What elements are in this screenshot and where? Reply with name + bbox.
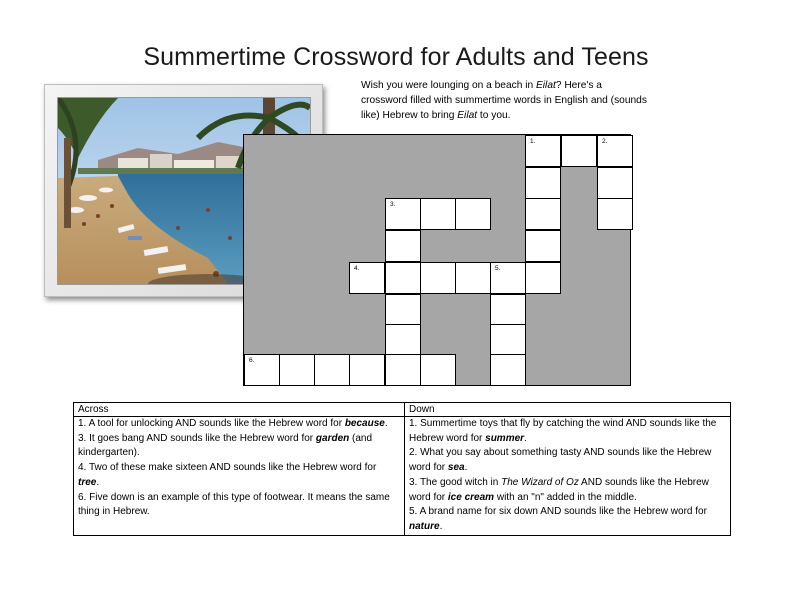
crossword-cell[interactable] (279, 354, 315, 386)
crossword-cell[interactable] (314, 354, 350, 386)
crossword-cell[interactable] (244, 354, 280, 386)
crossword-cell[interactable] (597, 198, 633, 230)
crossword-cell[interactable] (525, 198, 561, 230)
clue-number: 1. (530, 138, 536, 145)
intro-text: Wish you were lounging on a beach in Eilat? Here's a crossword filled with summertime words in English and (sounds like) Hebrew to bring Eilat to you. (361, 80, 647, 121)
crossword-cell[interactable] (385, 262, 421, 294)
clue-number: 3. (390, 201, 396, 208)
place-name: Eilat (457, 110, 478, 121)
crossword-cell[interactable] (490, 294, 526, 326)
crossword-cell[interactable] (385, 324, 421, 356)
crossword-cell[interactable] (525, 262, 561, 294)
crossword-cell[interactable] (349, 262, 385, 294)
down-clue: 3. The good witch in The Wizard of Oz AND sounds like the Hebrew word for ice cream with an "n" added in the middle. (409, 476, 709, 503)
crossword-cell[interactable] (385, 354, 421, 386)
down-clue: 5. A brand name for six down AND sounds like the Hebrew word for nature. (409, 506, 707, 532)
crossword-cell[interactable] (561, 135, 597, 167)
clue-number: 4. (354, 265, 360, 272)
crossword-cell[interactable] (385, 294, 421, 326)
crossword-cell[interactable] (385, 198, 421, 230)
crossword-cell[interactable] (385, 230, 421, 262)
crossword-grid (243, 134, 631, 386)
crossword-cell[interactable] (525, 230, 561, 262)
across-header: Across (74, 403, 405, 417)
down-header: Down (405, 403, 731, 417)
down-clue: 1. Summertime toys that fly by catching the wind AND sounds like the Hebrew word for summer. (409, 418, 717, 444)
crossword-cell[interactable] (420, 262, 456, 294)
crossword-cell[interactable] (420, 198, 456, 230)
crossword-cell[interactable] (597, 167, 633, 199)
crossword-cell[interactable] (420, 354, 456, 386)
down-clues (405, 417, 731, 536)
across-clue: 1. A tool for unlocking AND sounds like the Hebrew word for because. (78, 418, 388, 429)
crossword-cell[interactable] (455, 198, 491, 230)
crossword-cell[interactable] (455, 262, 491, 294)
across-clue: 3. It goes bang AND sounds like the Hebrew word for garden (and kindergarten). (78, 432, 373, 459)
down-clue: 2. What you say about something tasty AND sounds like the Hebrew word for sea. (409, 447, 712, 474)
crossword-cell[interactable] (525, 167, 561, 199)
clue-number: 2. (602, 138, 608, 145)
across-clue: 6. Five down is an example of this type of footwear. It means the same thing in Hebrew. (78, 491, 390, 518)
clue-number: 5. (495, 265, 501, 272)
crossword-cell[interactable] (490, 324, 526, 356)
place-name: Eilat (536, 80, 556, 91)
crossword-cell[interactable] (349, 354, 385, 386)
across-clue: 4. Two of these make sixteen AND sounds like the Hebrew word for tree. (78, 462, 377, 488)
clues-table (73, 402, 731, 536)
across-clues (74, 417, 405, 536)
page-title: Summertime Crossword for Adults and Teens (143, 43, 649, 71)
crossword-cell[interactable] (597, 135, 633, 167)
clue-number: 6. (249, 357, 255, 364)
crossword-cell[interactable] (525, 135, 561, 167)
crossword-cell[interactable] (490, 354, 526, 386)
crossword-cell[interactable] (490, 262, 526, 294)
